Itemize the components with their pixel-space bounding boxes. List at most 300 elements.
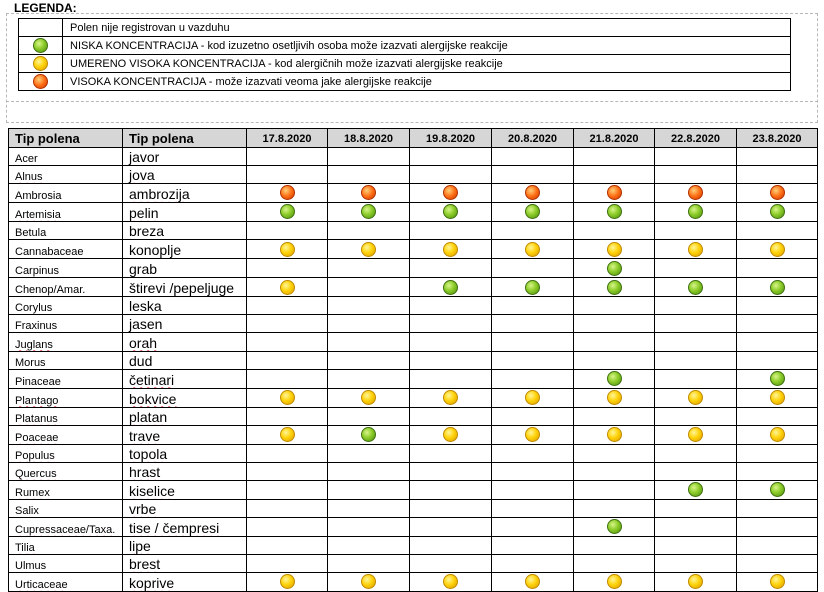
orange-dot-icon [280, 185, 295, 200]
concentration-cell [492, 480, 574, 499]
pollen-local-text: konoplje [129, 242, 182, 259]
yellow-dot-icon [770, 242, 785, 257]
concentration-cell [574, 537, 655, 555]
concentration-cell [410, 388, 492, 407]
concentration-cell [328, 388, 410, 407]
column-header-date: 18.8.2020 [328, 129, 410, 148]
concentration-cell [492, 573, 574, 592]
concentration-cell [574, 297, 655, 315]
concentration-cell [492, 369, 574, 388]
concentration-cell [737, 203, 818, 222]
concentration-cell [492, 333, 574, 351]
pollen-latin-name [9, 555, 123, 573]
yellow-dot-icon [280, 574, 295, 589]
concentration-cell [410, 462, 492, 480]
pollen-local-name [123, 184, 247, 203]
pollen-latin-name [9, 166, 123, 184]
concentration-cell [574, 333, 655, 351]
concentration-cell [247, 333, 328, 351]
pollen-latin-name [9, 518, 123, 537]
concentration-cell [328, 148, 410, 166]
pollen-latin-name [9, 537, 123, 555]
column-header-date: 23.8.2020 [737, 129, 818, 148]
green-dot-icon [688, 482, 703, 497]
concentration-cell [410, 315, 492, 333]
concentration-cell [574, 425, 655, 444]
yellow-dot-icon [33, 56, 48, 71]
concentration-cell [247, 573, 328, 592]
pollen-latin-text: Pinaceae [15, 375, 61, 388]
concentration-cell [655, 351, 737, 369]
concentration-cell [737, 259, 818, 278]
table-row [9, 351, 818, 369]
concentration-cell [492, 555, 574, 573]
concentration-cell [410, 425, 492, 444]
concentration-cell [492, 203, 574, 222]
concentration-cell [247, 240, 328, 259]
concentration-cell [492, 444, 574, 462]
concentration-cell [247, 407, 328, 425]
concentration-cell [328, 462, 410, 480]
legend-symbol-none [19, 19, 63, 37]
concentration-cell [410, 369, 492, 388]
concentration-cell [574, 148, 655, 166]
pollen-local-text: leska [129, 298, 162, 315]
yellow-dot-icon [688, 427, 703, 442]
pollen-latin-text: Quercus [15, 467, 57, 480]
concentration-cell [737, 351, 818, 369]
pollen-local-text: kiselice [129, 482, 175, 499]
concentration-cell [328, 333, 410, 351]
concentration-cell [328, 278, 410, 297]
green-dot-icon [607, 519, 622, 534]
concentration-cell [655, 278, 737, 297]
concentration-cell [328, 537, 410, 555]
pollen-table [8, 128, 818, 592]
yellow-dot-icon [280, 280, 295, 295]
concentration-cell [247, 518, 328, 537]
concentration-cell [410, 278, 492, 297]
concentration-cell [410, 351, 492, 369]
concentration-cell [737, 333, 818, 351]
concentration-cell [574, 499, 655, 517]
table-row [9, 315, 818, 333]
pollen-local-text: topola [129, 445, 168, 462]
concentration-cell [655, 444, 737, 462]
pollen-local-name [123, 351, 247, 369]
pollen-latin-text: Ambrosia [15, 190, 62, 203]
green-dot-icon [607, 371, 622, 386]
concentration-cell [328, 297, 410, 315]
legend-text: NISKA KONCENTRACIJA - kod izuzetno osetljivih osoba može izazvati alergijske reakcije [63, 37, 791, 55]
concentration-cell [737, 573, 818, 592]
green-dot-icon [443, 204, 458, 219]
legend-text: UMERENO VISOKA KONCENTRACIJA - kod alergičnih može izazvati alergijske reakcije [63, 55, 791, 73]
table-row [9, 480, 818, 499]
pollen-latin-text: Juglans [15, 338, 53, 351]
concentration-cell [410, 203, 492, 222]
pollen-local-name [123, 259, 247, 278]
concentration-cell [410, 573, 492, 592]
concentration-cell [492, 351, 574, 369]
pollen-latin-text: Salix [15, 505, 39, 518]
yellow-dot-icon [688, 574, 703, 589]
table-header-row [9, 129, 818, 148]
concentration-cell [328, 259, 410, 278]
green-dot-icon [770, 204, 785, 219]
pollen-local-text: jova [129, 167, 155, 184]
concentration-cell [492, 537, 574, 555]
concentration-cell [574, 184, 655, 203]
pollen-local-name [123, 537, 247, 555]
concentration-cell [492, 388, 574, 407]
pollen-local-name [123, 480, 247, 499]
concentration-cell [574, 462, 655, 480]
yellow-dot-icon [525, 427, 540, 442]
concentration-cell [655, 333, 737, 351]
pollen-latin-text: Tilia [15, 542, 35, 555]
green-dot-icon [525, 204, 540, 219]
concentration-cell [492, 499, 574, 517]
pollen-local-text: breza [129, 223, 165, 240]
concentration-cell [655, 573, 737, 592]
pollen-local-text: lipe [129, 538, 151, 555]
concentration-cell [737, 222, 818, 240]
pollen-latin-text: Populus [15, 449, 55, 462]
concentration-cell [574, 315, 655, 333]
pollen-latin-text: Acer [15, 153, 38, 166]
concentration-cell [574, 444, 655, 462]
pollen-local-text: pelin [129, 205, 159, 222]
green-dot-icon [361, 204, 376, 219]
pollen-local-text: jasen [129, 316, 163, 333]
column-header-date: 19.8.2020 [410, 129, 492, 148]
yellow-dot-icon [280, 242, 295, 257]
concentration-cell [328, 166, 410, 184]
pollen-latin-text: Alnus [15, 171, 43, 184]
concentration-cell [574, 203, 655, 222]
concentration-cell [492, 278, 574, 297]
pollen-local-name [123, 407, 247, 425]
concentration-cell [574, 369, 655, 388]
table-body [9, 148, 818, 592]
concentration-cell [410, 480, 492, 499]
pollen-local-name [123, 369, 247, 388]
concentration-cell [247, 184, 328, 203]
green-dot-icon [443, 280, 458, 295]
concentration-cell [655, 462, 737, 480]
concentration-cell [737, 315, 818, 333]
table-row [9, 203, 818, 222]
concentration-cell [328, 518, 410, 537]
pollen-latin-name [9, 573, 123, 592]
pollen-latin-name [9, 407, 123, 425]
concentration-cell [328, 444, 410, 462]
pollen-local-name [123, 166, 247, 184]
concentration-cell [574, 240, 655, 259]
concentration-cell [247, 388, 328, 407]
table-row [9, 240, 818, 259]
legend-row-umereno [19, 55, 791, 73]
green-dot-icon [361, 427, 376, 442]
table-row [9, 573, 818, 592]
green-dot-icon [607, 204, 622, 219]
pollen-latin-text: Carpinus [15, 265, 60, 278]
concentration-cell [574, 222, 655, 240]
concentration-cell [247, 259, 328, 278]
concentration-cell [655, 240, 737, 259]
pollen-latin-text: Artemisia [15, 209, 61, 222]
pollen-latin-text: Morus [15, 356, 46, 369]
section-divider [6, 101, 818, 102]
concentration-cell [410, 148, 492, 166]
concentration-cell [328, 573, 410, 592]
table-row [9, 297, 818, 315]
concentration-cell [492, 259, 574, 278]
table-row [9, 166, 818, 184]
pollen-local-text: trave [129, 427, 161, 444]
green-dot-icon [770, 371, 785, 386]
concentration-cell [574, 259, 655, 278]
pollen-local-text: ambrozija [129, 186, 190, 203]
concentration-cell [492, 462, 574, 480]
concentration-cell [737, 444, 818, 462]
concentration-cell [410, 499, 492, 517]
pollen-local-name [123, 297, 247, 315]
pollen-local-name [123, 315, 247, 333]
concentration-cell [492, 184, 574, 203]
concentration-cell [737, 278, 818, 297]
concentration-cell [247, 166, 328, 184]
concentration-cell [737, 148, 818, 166]
orange-dot-icon [688, 185, 703, 200]
yellow-dot-icon [770, 574, 785, 589]
concentration-cell [328, 407, 410, 425]
concentration-cell [247, 555, 328, 573]
yellow-dot-icon [443, 390, 458, 405]
concentration-cell [410, 222, 492, 240]
yellow-dot-icon [280, 390, 295, 405]
concentration-cell [737, 388, 818, 407]
concentration-cell [328, 203, 410, 222]
concentration-cell [655, 315, 737, 333]
orange-dot-icon [770, 185, 785, 200]
pollen-local-text: vrbe [129, 501, 157, 518]
pollen-local-name [123, 425, 247, 444]
concentration-cell [492, 240, 574, 259]
pollen-latin-name [9, 388, 123, 407]
column-header-latin: Tip polena [9, 129, 123, 148]
concentration-cell [247, 369, 328, 388]
legend-table [18, 18, 791, 91]
concentration-cell [574, 573, 655, 592]
pollen-latin-text: Corylus [15, 302, 53, 315]
concentration-cell [410, 407, 492, 425]
concentration-cell [328, 425, 410, 444]
pollen-local-name [123, 222, 247, 240]
pollen-local-text: četinari [129, 371, 175, 388]
orange-dot-icon [525, 185, 540, 200]
concentration-cell [737, 407, 818, 425]
pollen-latin-name [9, 315, 123, 333]
concentration-cell [574, 480, 655, 499]
concentration-cell [655, 369, 737, 388]
table-row [9, 388, 818, 407]
concentration-cell [737, 480, 818, 499]
pollen-latin-name [9, 425, 123, 444]
column-header-local: Tip polena [123, 129, 247, 148]
concentration-cell [655, 259, 737, 278]
concentration-cell [655, 499, 737, 517]
pollen-latin-text: Plantago [15, 394, 59, 407]
concentration-cell [655, 425, 737, 444]
table-row [9, 369, 818, 388]
green-dot-icon [770, 280, 785, 295]
pollen-local-text: hrast [129, 463, 161, 480]
legend-row-visoka [19, 73, 791, 91]
pollen-latin-name [9, 203, 123, 222]
concentration-cell [737, 297, 818, 315]
concentration-cell [737, 537, 818, 555]
concentration-cell [247, 425, 328, 444]
yellow-dot-icon [607, 427, 622, 442]
pollen-latin-name [9, 240, 123, 259]
concentration-cell [492, 407, 574, 425]
concentration-cell [410, 518, 492, 537]
pollen-latin-text: Platanus [15, 412, 58, 425]
table-row [9, 184, 818, 203]
orange-dot-icon [607, 185, 622, 200]
concentration-cell [492, 315, 574, 333]
pollen-local-name [123, 555, 247, 573]
concentration-cell [247, 499, 328, 517]
column-header-date: 21.8.2020 [574, 129, 655, 148]
concentration-cell [655, 555, 737, 573]
pollen-local-text: brest [129, 556, 161, 573]
concentration-cell [328, 222, 410, 240]
concentration-cell [737, 425, 818, 444]
pollen-local-name [123, 388, 247, 407]
pollen-latin-name [9, 333, 123, 351]
concentration-cell [410, 333, 492, 351]
concentration-cell [655, 203, 737, 222]
concentration-cell [737, 555, 818, 573]
table-row [9, 518, 818, 537]
concentration-cell [328, 351, 410, 369]
concentration-cell [247, 351, 328, 369]
concentration-cell [328, 555, 410, 573]
table-row [9, 222, 818, 240]
pollen-latin-name [9, 184, 123, 203]
concentration-cell [655, 166, 737, 184]
concentration-cell [410, 297, 492, 315]
concentration-cell [655, 537, 737, 555]
yellow-dot-icon [361, 390, 376, 405]
concentration-cell [492, 518, 574, 537]
green-dot-icon [280, 204, 295, 219]
yellow-dot-icon [280, 427, 295, 442]
concentration-cell [492, 166, 574, 184]
concentration-cell [574, 555, 655, 573]
concentration-cell [737, 184, 818, 203]
concentration-cell [410, 259, 492, 278]
pollen-local-name [123, 333, 247, 351]
concentration-cell [492, 222, 574, 240]
concentration-cell [655, 148, 737, 166]
concentration-cell [247, 203, 328, 222]
green-dot-icon [525, 280, 540, 295]
pollen-local-name [123, 573, 247, 592]
pollen-local-text: štirevi /pepeljuge [129, 280, 235, 297]
concentration-cell [655, 297, 737, 315]
column-header-date: 22.8.2020 [655, 129, 737, 148]
concentration-cell [655, 184, 737, 203]
concentration-cell [328, 369, 410, 388]
concentration-cell [574, 518, 655, 537]
pollen-latin-name [9, 148, 123, 166]
concentration-cell [737, 462, 818, 480]
legend-row-niska [19, 37, 791, 55]
pollen-latin-name [9, 278, 123, 297]
table-row [9, 444, 818, 462]
pollen-latin-name [9, 444, 123, 462]
pollen-latin-name [9, 462, 123, 480]
pollen-latin-name [9, 351, 123, 369]
table-row [9, 259, 818, 278]
table-row [9, 407, 818, 425]
yellow-dot-icon [770, 390, 785, 405]
legend-title: LEGENDA: [14, 1, 77, 15]
concentration-cell [410, 184, 492, 203]
pollen-latin-name [9, 369, 123, 388]
pollen-local-name [123, 203, 247, 222]
orange-dot-icon [33, 74, 48, 89]
pollen-latin-name [9, 297, 123, 315]
concentration-cell [655, 388, 737, 407]
green-dot-icon [688, 204, 703, 219]
concentration-cell [247, 462, 328, 480]
table-row [9, 555, 818, 573]
green-dot-icon [688, 280, 703, 295]
concentration-cell [737, 518, 818, 537]
pollen-latin-text: Betula [15, 227, 47, 240]
pollen-local-text: orah [129, 334, 158, 351]
concentration-cell [655, 407, 737, 425]
yellow-dot-icon [525, 574, 540, 589]
pollen-latin-text: Cannabaceae [15, 246, 84, 259]
yellow-dot-icon [361, 242, 376, 257]
concentration-cell [655, 222, 737, 240]
column-header-date: 17.8.2020 [247, 129, 328, 148]
pollen-latin-text: Fraxinus [15, 320, 58, 333]
column-header-date: 20.8.2020 [492, 129, 574, 148]
pollen-local-text: platan [129, 408, 168, 425]
concentration-cell [410, 240, 492, 259]
yellow-dot-icon [525, 242, 540, 257]
pollen-local-name [123, 278, 247, 297]
pollen-local-text: tise / čempresi [129, 520, 220, 537]
yellow-dot-icon [607, 242, 622, 257]
concentration-cell [247, 148, 328, 166]
table-row [9, 333, 818, 351]
pollen-local-name [123, 518, 247, 537]
pollen-local-text: javor [129, 149, 160, 166]
concentration-cell [574, 351, 655, 369]
concentration-cell [574, 278, 655, 297]
yellow-dot-icon [443, 242, 458, 257]
pollen-latin-text: Chenop/Amar. [15, 284, 86, 297]
table-row [9, 462, 818, 480]
